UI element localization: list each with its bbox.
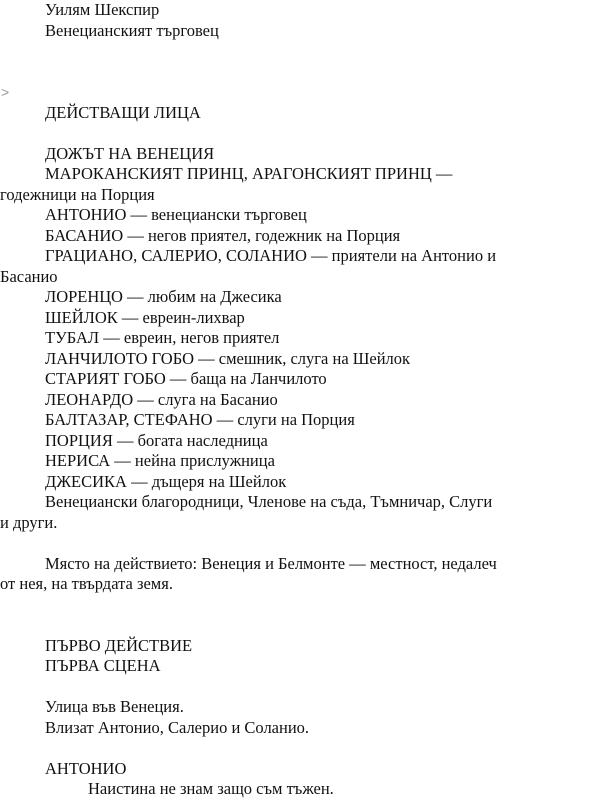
- character-line: МАРОКАНСКИЯТ ПРИНЦ, АРАГОНСКИЯТ ПРИНЦ —: [45, 164, 453, 183]
- play-title: Венецианският търговец: [45, 20, 219, 40]
- character-line: БАСАНИО — негов приятел, годежник на Порция: [45, 225, 401, 245]
- character-line: ДЖЕСИКА — дъщеря на Шейлок: [45, 471, 287, 491]
- character-line-continuation: годежници на Порция: [0, 184, 155, 204]
- stage-direction: Влизат Антонио, Салерио и Соланио.: [45, 717, 310, 737]
- dramatis-personae-heading: ДЕЙСТВАЩИ ЛИЦА: [45, 102, 201, 122]
- character-line-continuation: Басанио: [0, 266, 58, 286]
- author-name: Уилям Шекспир: [45, 0, 160, 19]
- speaker-name: АНТОНИО: [45, 758, 127, 778]
- speech-line: Наистина не знам защо съм тъжен.: [88, 779, 334, 798]
- character-line: БАЛТАЗАР, СТЕФАНО — слуги на Порция: [45, 410, 355, 429]
- setting-text: Място на действието: Венеция и Белмонте — местност, недалеч: [45, 553, 497, 573]
- character-line: ЛЕОНАРДО — слуга на Басанио: [45, 389, 278, 409]
- character-line: ЛАНЧИЛОТО ГОБО — смешник, слуга на Шейлок: [45, 348, 411, 368]
- character-line: СТАРИЯТ ГОБО — баща на Ланчилото: [45, 369, 327, 388]
- character-line: ЛОРЕНЦО — любим на Джесика: [45, 287, 282, 306]
- setting-text-continuation: от нея, на твърдата земя.: [0, 574, 173, 593]
- character-line: ГРАЦИАНО, САЛЕРИО, СОЛАНИО — приятели на Антонио и: [45, 246, 497, 265]
- scene-title: ПЪРВА СЦЕНА: [45, 656, 161, 675]
- character-line: ПОРЦИЯ — богата наследница: [45, 430, 268, 450]
- character-line: ТУБАЛ — евреин, негов приятел: [45, 328, 280, 347]
- character-line: ДОЖЪТ НА ВЕНЕЦИЯ: [45, 143, 215, 163]
- stage-location: Улица във Венеция.: [45, 697, 184, 716]
- character-line: Венециански благородници, Членове на съда, Тъмничар, Слуги: [45, 492, 493, 511]
- caret-marker-icon: >: [1, 84, 10, 100]
- act-title: ПЪРВО ДЕЙСТВИЕ: [45, 635, 193, 655]
- character-line: ШЕЙЛОК — евреин-лихвар: [45, 307, 245, 327]
- character-line-continuation: и други.: [0, 512, 58, 532]
- character-line: НЕРИСА — нейна прислужница: [45, 451, 275, 470]
- character-line: АНТОНИО — венециански търговец: [45, 205, 307, 224]
